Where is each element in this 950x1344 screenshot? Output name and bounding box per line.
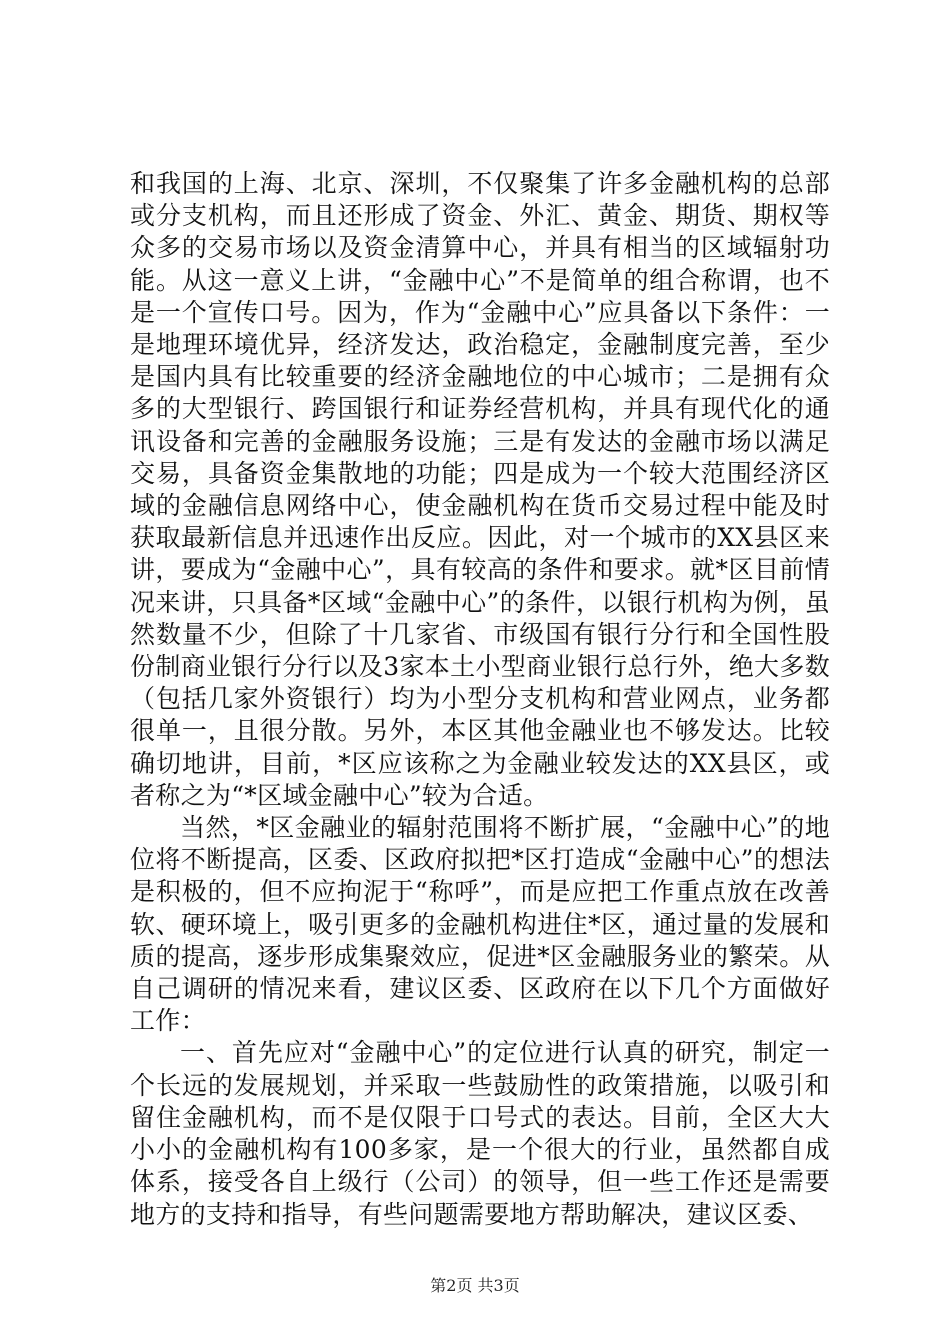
paragraph-3: 一、首先应对“金融中心”的定位进行认真的研究，制定一个长远的发展规划，并采取一些鼓励性的政策措施，以吸引和留住金融机构，而不是仅限于口号式的表达。目前，全区大大小小的金融机构有100多家，是一个很大的行业，虽然都自成体系，接受各自上级行（公司）的领导，但一些工作还是需要地方的支持和指导，有些问题需要地方帮助解决，建议区委、 [130, 1038, 830, 1229]
paragraph-2: 当然，*区金融业的辐射范围将不断扩展，“金融中心”的地位将不断提高，区委、区政府拟把*区打造成“金融中心”的想法是积极的，但不应拘泥于“称呼”，而是应把工作重点放在改善软、硬环境上，吸引更多的金融机构进住*区，通过量的发展和质的提高，逐步形成集聚效应，促进*区金融服务业的繁荣。从自己调研的情况来看，建议区委、区政府在以下几个方面做好工作： [130, 813, 830, 1036]
paragraph-1: 和我国的上海、北京、深圳，不仅聚集了许多金融机构的总部或分支机构，而且还形成了资金、外汇、黄金、期货、期权等众多的交易市场以及资金清算中心，并具有相当的区域辐射功能。从这一意义上讲，“金融中心”不是简单的组合称谓，也不是一个宣传口号。因为，作为“金融中心”应具备以下条件：一是地理环境优异，经济发达，政治稳定，金融制度完善，至少是国内具有比较重要的经济金融地位的中心城市；二是拥有众多的大型银行、跨国银行和证券经营机构，并具有现代化的通讯设备和完善的金融服务设施；三是有发达的金融市场以满足交易，具备资金集散地的功能；四是成为一个较大范围经济区域的金融信息网络中心，使金融机构在货币交易过程中能及时获取最新信息并迅速作出反应。因此，对一个城市的XX县区来讲，要成为“金融中心”，具有较高的条件和要求。就*区目前情况来讲，只具备*区域“金融中心”的条件，以银行机构为例，虽然数量不少，但除了十几家省、市级国有银行分行和全国性股份制商业银行分行以及3家本土小型商业银行总行外，绝大多数（包括几家外资银行）均为小型分支机构和营业网点，业务都很单一，且很分散。另外，本区其他金融业也不够发达。比较确切地讲，目前，*区应该称之为金融业较发达的XX县区，或者称之为“*区域金融中心”较为合适。 [130, 169, 830, 810]
page-number-footer: 第2页 共3页 [430, 1276, 520, 1295]
document-body [130, 168, 830, 1231]
